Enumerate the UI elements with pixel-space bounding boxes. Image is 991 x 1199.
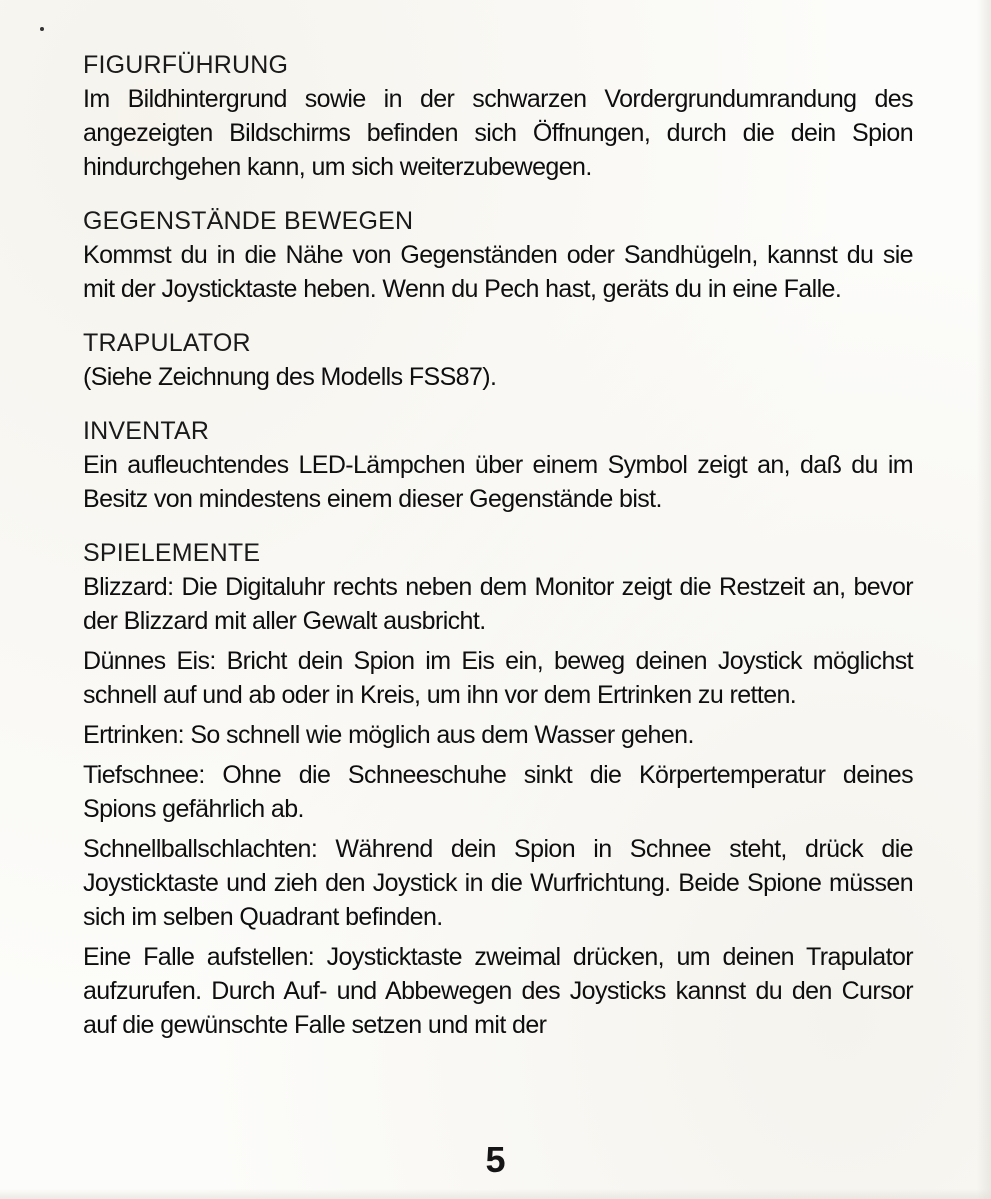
section-trapulator: [83, 326, 913, 394]
section-text: Kommst du in die Nähe von Gegenständen oder Sandhügeln, kannst du sie mit der Joysticktaste heben. Wenn du Pech hast, geräts du in eine Falle.: [83, 241, 913, 303]
paragraph-falle-aufstellen: Eine Falle aufstellen: Joysticktaste zweimal drücken, um deinen Trapulator aufzurufen. Durch Auf- und Abbewegen des Joysticks kannst du den Cursor auf die gewünschte Falle setzen und mit der: [83, 943, 913, 1039]
section-text: Im Bildhintergrund sowie in der schwarzen Vordergrundumrandung des angezeigten Bildschirms befinden sich Öffnungen, durch die dein Spion hindurchgehen kann, um sich weiterzubewegen.: [83, 85, 913, 181]
section-heading: FIGURFÜHRUNG: [83, 51, 289, 79]
paragraph-ertrinken: Ertrinken: So schnell wie möglich aus dem Wasser gehen.: [83, 721, 694, 749]
section-heading: SPIELEMENTE: [83, 539, 261, 567]
manual-content: [83, 48, 913, 1042]
paragraph-blizzard: Blizzard: Die Digitaluhr rechts neben dem Monitor zeigt die Restzeit an, bevor der Blizzard mit aller Gewalt ausbricht.: [83, 573, 913, 635]
section-text: (Siehe Zeichnung des Modells FSS87).: [83, 363, 497, 391]
section-inventar: [83, 414, 913, 516]
paragraph-schnellballschlachten: Schnellballschlachten: Während dein Spion in Schnee steht, drück die Joysticktaste und zieh den Joystick in die Wurfrichtung. Beide Spione müssen sich im selben Quadrant befinden.: [83, 835, 913, 931]
section-heading: GEGENSTÄNDE BEWEGEN: [83, 207, 414, 235]
section-heading: TRAPULATOR: [83, 329, 251, 357]
paragraph-duennes-eis: Dünnes Eis: Bricht dein Spion im Eis ein, beweg deinen Joystick möglichst schnell auf und ab oder in Kreis, um ihn vor dem Ertrinken zu retten.: [83, 647, 913, 709]
section-figurfuehrung: [83, 48, 913, 184]
page-edge-shadow-bottom: [0, 1189, 991, 1199]
section-heading: INVENTAR: [83, 417, 210, 445]
scan-speck: [40, 27, 44, 31]
section-spielemente: [83, 536, 913, 1042]
paragraph-tiefschnee: Tiefschnee: Ohne die Schneeschuhe sinkt die Körpertemperatur deines Spions gefährlich ab.: [83, 761, 913, 823]
page-number: 5: [485, 1139, 506, 1180]
section-gegenstaende-bewegen: [83, 204, 913, 306]
page-edge-shadow: [977, 0, 991, 1199]
section-text: Ein aufleuchtendes LED-Lämpchen über einem Symbol zeigt an, daß du im Besitz von mindestens einem dieser Gegenstände bist.: [83, 451, 913, 513]
